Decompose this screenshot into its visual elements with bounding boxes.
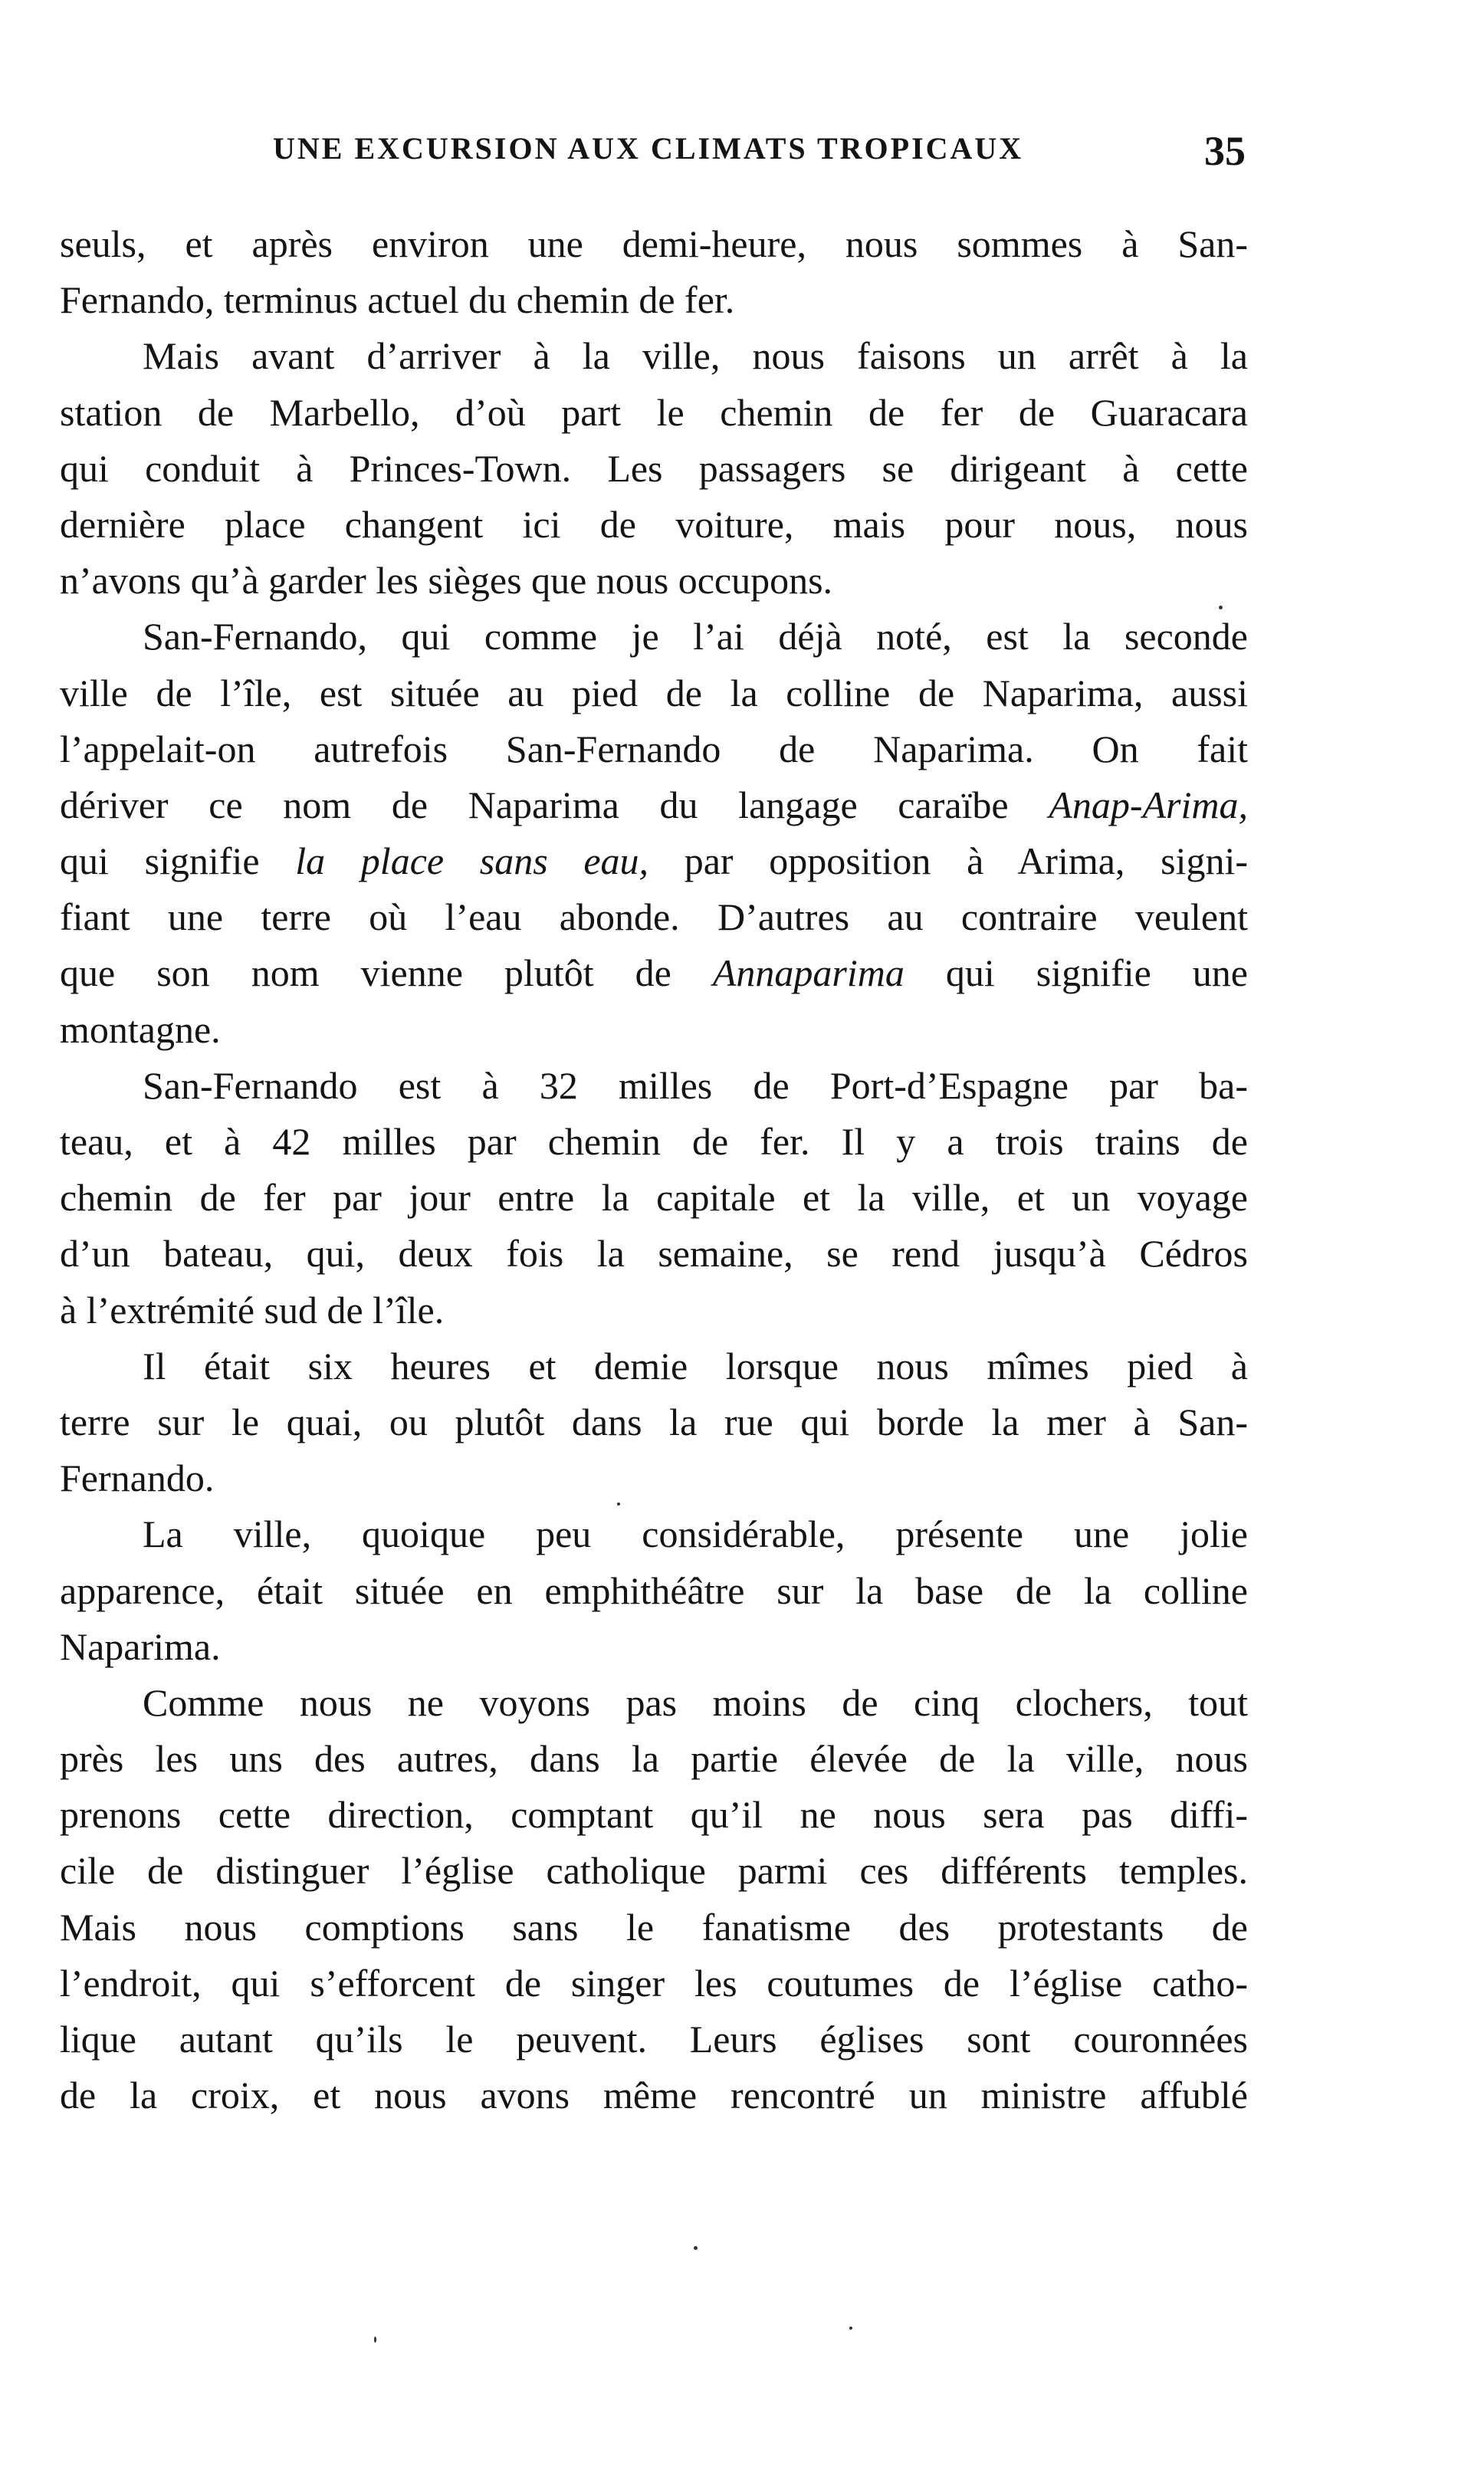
italic-text: Anap-Arima, [1049,783,1248,826]
italic-text: la place sans eau, [295,839,649,883]
text-run: lique autant qu’ils le peuvent. Leurs églises sont couronnées [60,2018,1248,2061]
text-line [60,385,1248,441]
text-line [60,1450,1248,1506]
text-run: terre sur le quai, ou plutôt dans la rue qui borde la mer à San- [60,1400,1248,1443]
text-line [60,1619,1248,1675]
text-line [60,497,1248,553]
text-run: de la croix, et nous avons même rencontré un ministre affublé [60,2074,1248,2117]
text-line [60,1563,1248,1619]
ink-speck [1219,606,1223,609]
text-run: l’appelait-on autrefois San-Fernando de Naparima. On fait [60,727,1248,770]
text-run: près les uns des autres, dans la partie élevée de la ville, nous [60,1737,1248,1781]
text-line [60,1114,1248,1170]
text-line [60,609,1248,665]
ink-speck [694,2246,698,2250]
text-line [60,777,1248,833]
text-line [60,1058,1248,1114]
text-line [60,833,1248,889]
text-line [60,272,1248,328]
text-line [60,1675,1248,1731]
text-run: dernière place changent ici de voiture, mais pour nous, nous [60,502,1248,546]
text-run: ville de l’île, est située au pied de la colline de Naparima, aussi [60,671,1248,714]
text-line [60,2011,1248,2067]
running-head: UNE EXCURSION AUX CLIMATS TROPICAUX [273,131,1024,166]
text-run: prenons cette direction, comptant qu’il ne nous sera pas diffi- [60,1793,1248,1837]
text-line [60,441,1248,497]
text-line [60,1282,1248,1338]
text-line [60,216,1248,272]
text-run: n’avons qu’à garder les sièges que nous occupons. [60,559,833,603]
page-number: 35 [1204,128,1246,174]
text-run: cile de distinguer l’église catholique parmi ces différents temples. [60,1849,1248,1893]
text-run: station de Marbello, d’où part le chemin de fer de Guaracara [60,390,1248,434]
text-line [60,1226,1248,1282]
text-run: d’un bateau, qui, deux fois la semaine, se rend jusqu’à Cédros [60,1232,1248,1276]
text-line [60,1900,1248,1956]
text-line [60,1843,1248,1899]
text-run: La ville, quoique peu considérable, présente une jolie [143,1512,1248,1556]
text-run: San-Fernando est à 32 milles de Port-d’Espagne par ba- [143,1063,1248,1107]
text-run: Comme nous ne voyons pas moins de cinq clochers, tout [143,1680,1248,1724]
body-text [60,216,1248,2123]
text-line [60,1394,1248,1450]
text-line [60,1338,1248,1394]
text-run: par opposition à Arima, signi- [648,839,1248,883]
text-line [60,2067,1248,2123]
text-run: qui signifie une [904,951,1249,995]
text-run: Naparima. [60,1624,221,1668]
text-line [60,1956,1248,2011]
ink-speck [374,2337,376,2343]
text-run: que son nom vienne plutôt de [60,951,713,995]
text-line [60,665,1248,721]
text-line [60,553,1248,609]
ink-speck [849,2327,852,2330]
text-run: Fernando. [60,1456,215,1500]
text-run: à l’extrémité sud de l’île. [60,1288,445,1332]
text-run: Il était six heures et demie lorsque nous mîmes pied à [143,1344,1248,1387]
text-run: Mais nous comptions sans le fanatisme des protestants de [60,1905,1248,1949]
text-run: l’endroit, qui s’efforcent de singer les coutumes de l’église catho- [60,1961,1248,2005]
text-line [60,328,1248,384]
text-line [60,1170,1248,1226]
text-run: dériver ce nom de Naparima du langage caraïbe [60,783,1049,826]
text-run: qui conduit à Princes-Town. Les passagers se dirigeant à cette [60,446,1248,490]
text-run: qui signifie [60,839,296,883]
text-run: Fernando, terminus actuel du chemin de fer. [60,278,735,322]
text-run: apparence, était située en emphithéâtre sur la base de la colline [60,1568,1248,1612]
text-run: Mais avant d’arriver à la ville, nous faisons un arrêt à la [143,334,1248,378]
text-run: fiant une terre où l’eau abonde. D’autres au contraire veulent [60,895,1248,939]
italic-text: Annaparima [712,951,905,995]
text-line [60,945,1248,1001]
text-run: montagne. [60,1007,221,1051]
text-line [60,889,1248,945]
text-run: chemin de fer par jour entre la capitale et la ville, et un voyage [60,1176,1248,1220]
ink-speck [617,1502,620,1506]
text-run: San-Fernando, qui comme je l’ai déjà noté, est la seconde [143,615,1248,658]
text-line [60,1002,1248,1058]
text-line [60,1731,1248,1787]
text-line [60,1506,1248,1562]
text-line [60,721,1248,777]
text-run: seuls, et après environ une demi-heure, nous sommes à San- [60,222,1248,265]
text-run: teau, et à 42 milles par chemin de fer. Il y a trois trains de [60,1120,1248,1163]
text-line [60,1787,1248,1843]
